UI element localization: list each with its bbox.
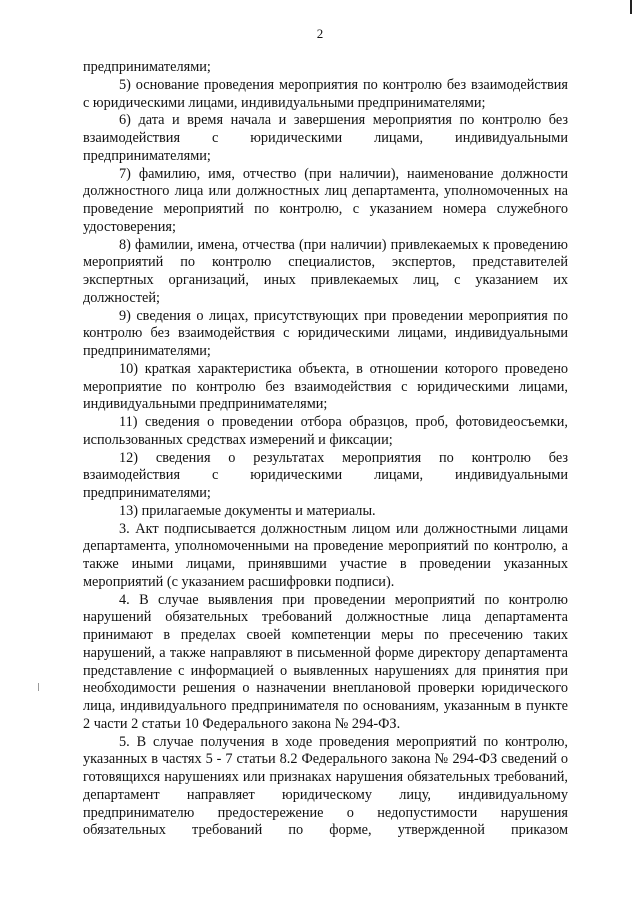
clause-3: 3. Акт подписывается должностным лицом или должностными лицами департамента, уполномоченными на проведение мероприятий по контролю, а также иными лицами, принявшими участие в проведении указанных мероприятий (с указанием расшифровки подписи). bbox=[83, 520, 568, 590]
clause-5: 5. В случае получения в ходе проведения мероприятий по контролю, указанных в частях 5 - 7 статьи 8.2 Федерального закона № 294-ФЗ сведений о готовящихся нарушениях или признаках нарушения обязательных требований, департамент направляет юридическому лицу, индивидуальному предпринимателю предостережение о недопустимости нарушения обязательных требований по форме, утвержденной приказом bbox=[83, 733, 568, 839]
clause-4: 4. В случае выявления при проведении мероприятий по контролю нарушений обязательных требований должностные лица департамента принимают в пределах своей компетенции меры по пресечению таких нарушений, а также направляют в письменной форме директору департамента представление с информацией о выявленных нарушениях для принятия при необходимости решения о назначении внеплановой проверки юридического лица, индивидуального предпринимателя по основаниям, указанным в пункте 2 части 2 статьи 10 Федерального закона № 294-ФЗ. bbox=[83, 591, 568, 732]
list-item-5: 5) основание проведения мероприятия по контролю без взаимодействия с юридическими лицами, индивидуальными предпринимателями; bbox=[83, 76, 568, 111]
scan-speck bbox=[38, 683, 39, 691]
list-item-7: 7) фамилию, имя, отчество (при наличии), наименование должности должностного лица или должностных лиц департамента, уполномоченных на проведение мероприятий по контролю, с указанием номера служебного удостоверения; bbox=[83, 165, 568, 235]
list-item-13: 13) прилагаемые документы и материалы. bbox=[119, 502, 376, 519]
list-item-12: 12) сведения о результатах мероприятия по контролю без взаимодействия с юридическими лицами, индивидуальными предпринимателями; bbox=[83, 449, 568, 501]
page-number: 2 bbox=[316, 26, 324, 41]
list-item-6: 6) дата и время начала и завершения мероприятия по контролю без взаимодействия с юридическими лицами, индивидуальными предпринимателями; bbox=[83, 112, 568, 164]
list-item-11: 11) сведения о проведении отбора образцов, проб, фотовидеосъемки, использованных средствах измерений и фиксации; bbox=[83, 414, 568, 448]
list-item-9: 9) сведения о лицах, присутствующих при проведении мероприятия по контролю без взаимодействия с юридическими лицами, индивидуальными предпринимателями; bbox=[83, 307, 568, 359]
list-item-10: 10) краткая характеристика объекта, в отношении которого проведено мероприятие по контролю без взаимодействия с юридическими лицами, индивидуальными предпринимателями; bbox=[83, 360, 568, 413]
list-item-8: 8) фамилии, имена, отчества (при наличии) привлекаемых к проведению мероприятий по контролю специалистов, экспертов, представителей экспертных организаций, иных привлекаемых лиц, с указанием их должностей; bbox=[83, 236, 568, 306]
scan-mark bbox=[630, 0, 632, 14]
paragraph-continuation: предпринимателями; bbox=[83, 59, 211, 75]
document-body bbox=[83, 59, 568, 840]
